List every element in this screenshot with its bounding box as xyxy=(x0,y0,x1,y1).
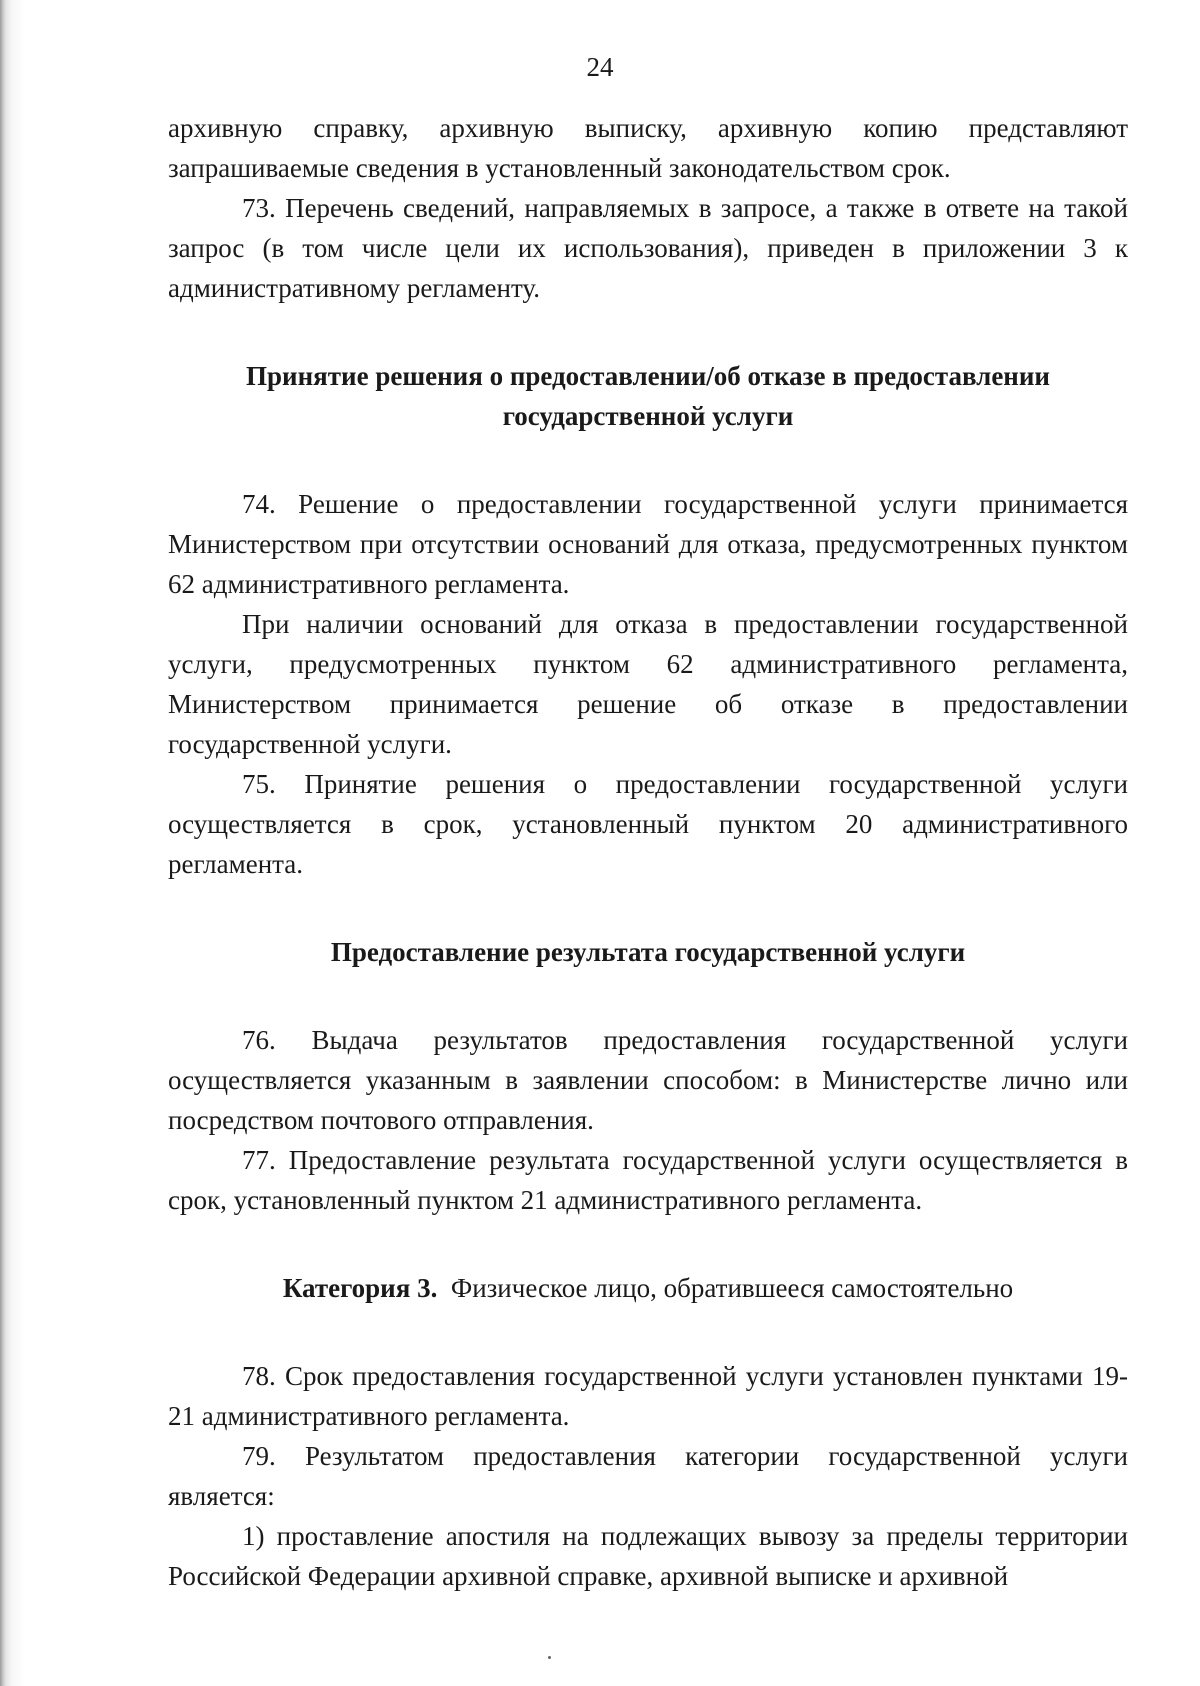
category-text: Физическое лицо, обратившееся самостоятельно xyxy=(450,1273,1014,1303)
paragraph-75: 75. Принятие решения о предоставлении государственной услуги осуществляется в срок, установленный пунктом 20 административного регламента. xyxy=(168,769,1128,879)
paragraph-76: 76. Выдача результатов предоставления государственной услуги осуществляется указанным в заявлении способом: в Министерстве лично или посредством почтового отправления. xyxy=(168,1025,1128,1135)
section-heading-decision xyxy=(168,356,1128,436)
paragraph-78: 78. Срок предоставления государственной услуги установлен пунктами 19-21 административного регламента. xyxy=(168,1361,1128,1431)
paragraph-79: 79. Результатом предоставления категории государственной услуги является: xyxy=(168,1441,1128,1511)
category-label: Категория 3. xyxy=(282,1273,438,1303)
category-heading xyxy=(168,1268,1128,1308)
document-body xyxy=(168,108,1128,1596)
scan-speck xyxy=(548,1656,551,1659)
page-number: 24 xyxy=(586,52,614,82)
section-heading-result: Предоставление результата государственной услуги xyxy=(330,937,966,967)
paragraph-item-1: 1) проставление апостиля на подлежащих вывозу за пределы территории Российской Федерации архивной справке, архивной выписке и архивной xyxy=(168,1521,1128,1591)
paragraph-77: 77. Предоставление результата государственной услуги осуществляется в срок, установленный пунктом 21 административного регламента. xyxy=(168,1145,1128,1215)
heading-line: Принятие решения о предоставлении/об отказе в предоставлении xyxy=(246,361,1050,391)
paragraph-refusal: При наличии оснований для отказа в предоставлении государственной услуги, предусмотренных пунктом 62 административного регламента, Министерством принимается решение об отказе в предоставлении государственной услуги. xyxy=(168,609,1128,759)
paragraph-74: 74. Решение о предоставлении государственной услуги принимается Министерством при отсутствии оснований для отказа, предусмотренных пунктом 62 административного регламента. xyxy=(168,489,1128,599)
scan-edge-shadow xyxy=(0,0,26,1686)
paragraph-73: 73. Перечень сведений, направляемых в запросе, а также в ответе на такой запрос (в том числе цели их использования), приведен в приложении 3 к административному регламенту. xyxy=(168,193,1128,303)
heading-line: государственной услуги xyxy=(502,401,794,431)
paragraph-continuation: архивную справку, архивную выписку, архивную копию представляют запрашиваемые сведения в установленный законодательством срок. xyxy=(168,113,1128,183)
